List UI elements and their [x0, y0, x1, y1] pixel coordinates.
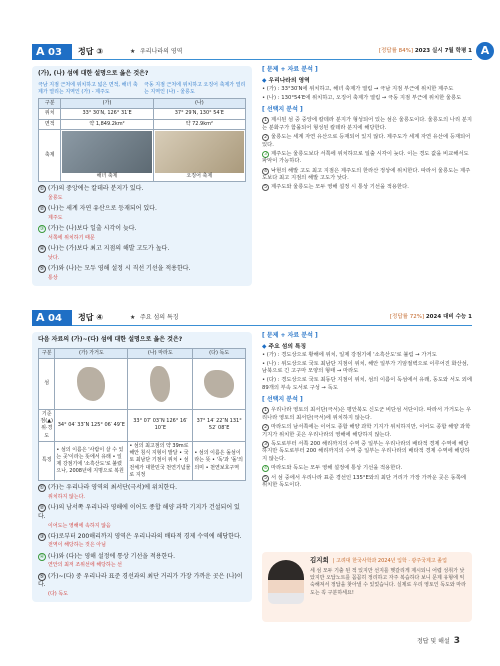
option-explain-5: 5 서 섬 중에서 우리나라 표준 경선인 135°E와의 최단 거리가 가장 가까운 곳은 동쪽에 위치한 독도이다.: [262, 474, 466, 489]
analysis-paragraph: • (가) : 33°30′N에 위치하고, 해녀 축제가 열림 → 극남 지점 부근에 위치한 제주도: [262, 86, 454, 93]
option-explain-1: 1 우리나라 영토의 최서단(극서)은 평안북도 신도군 비단섬 서단이다. 따라서 가거도는 우리나라 영토의 최서단(극서)에 위치하지 않는다.: [262, 407, 472, 421]
option-number: 1: [262, 407, 269, 414]
sub-title: ◆ 우리나라의 영역: [262, 77, 310, 84]
choice-2[interactable]: ② (나)는 세계 자연 유산으로 등재되어 있다.: [39, 205, 157, 213]
option-number: 4: [262, 465, 269, 472]
answer-badge: A 03: [32, 44, 72, 60]
annotation: 전역이 해당하는 것은 아님: [48, 542, 106, 549]
footer-label: 정답 및 해설: [416, 638, 450, 645]
annotation: 낮다.: [48, 254, 60, 261]
diamond-icon: ◆: [262, 343, 267, 350]
table-header: 구분: [39, 99, 61, 109]
table-cell: 면적: [39, 119, 61, 129]
option-explain-5: 5 제주도와 울릉도는 모두 영해 설정 시 통상 기선을 적용한다.: [262, 184, 472, 192]
explanation-column: [262, 332, 472, 491]
analysis-paragraph: • (다) : 경도상으로 국토 최동단 지점이 위치, 섬의 이름이 독섬에서 유래, 동도와 서도 외에 89개의 부속 도서로 구성 → 독도: [262, 377, 472, 391]
analysis-paragraph: • (나) : 130°54′E에 위치하고, 오징어 축제가 열림 → 극동 지점 부근에 위치한 울릉도: [262, 94, 462, 101]
rate-label: [정답률 72%] 2024 대비 수능 1: [389, 314, 472, 320]
table-cell: 섬: [39, 358, 55, 409]
option-number: 4: [262, 168, 269, 175]
table-cell: 약 1,849.2km²: [61, 119, 153, 129]
table-header: (다) 독도: [193, 348, 246, 358]
option-number: 2: [262, 134, 269, 141]
star-icon: ★: [130, 48, 136, 55]
annotation: 통상: [48, 274, 58, 281]
page-footer: [417, 635, 460, 648]
choice-4[interactable]: ④ (나)는 (가)보다 최고 지점의 해발 고도가 높다.: [39, 245, 170, 252]
table-cell: 34° 04′ 33″N 125° 06′ 49″E: [55, 409, 128, 441]
author-affiliation: | 고려대 한국사학과 2024년 입학 · 광주국제고 졸업: [332, 558, 447, 564]
diamond-icon: ◆: [262, 77, 267, 84]
annotation: (다) 독도: [48, 591, 68, 597]
table-cell: 약 72.9km²: [153, 119, 245, 129]
option-number: 5: [262, 475, 269, 482]
analysis-paragraph: • (나) : 위도상으로 국토 최남단 지점이 위치, 해안 일부가 기암절벽으로 이루어진 화산섬, 남북으로 긴 고구마 모양의 형태 → 마라도: [262, 360, 469, 375]
analysis-paragraph: • (가) : 경도상으로 황해에 위치, 일제 강점기에 '소흑산도'로 불림 → 가거도: [262, 352, 437, 359]
explanation-column: [262, 66, 472, 194]
choice-5[interactable]: ⑤ (가)와 (나)는 모두 영해 설정 시 직선 기선을 적용한다.: [39, 264, 191, 272]
table-cell: 37° 29′N, 130° 54′E: [153, 109, 245, 119]
map-cell: [55, 358, 128, 409]
annotation: 이어도는 영해에 속하지 않음: [48, 522, 111, 529]
table-cell: 33° 07′ 03″N 126° 16′ 10″E: [128, 409, 193, 441]
choice-3[interactable]: ③ (가)는 (나)보다 일출 시각이 늦다.: [39, 225, 137, 233]
island-map: [77, 367, 105, 401]
answer-header: [32, 310, 472, 326]
section-badge: A: [476, 42, 494, 60]
table-cell: 위치: [39, 109, 61, 119]
answer-title: 정답 ④: [78, 313, 104, 322]
annotation: 연안의 최저 조위선에 해당하는 선: [48, 562, 122, 569]
section-title: [ 선택지 분석 ]: [262, 396, 303, 404]
table-cell: • 섬의 이름은 '사람이 살 수 있는 곳'이라는 뜻에서 유래 • 일제 강점기에 '소흑산도'로 불렸으나, 2008년에 지명으로 복원: [55, 441, 128, 480]
island-table: [38, 98, 246, 182]
choice-1[interactable]: ① (가)는 우리나라 영역의 최서단(극서)에 위치한다.: [39, 484, 178, 492]
question-text: (가), (나) 섬에 대한 설명으로 옳은 것은?: [38, 70, 149, 77]
table-cell: 33° 30′N, 126° 31′E: [61, 109, 153, 119]
author-name: 김지희: [310, 556, 329, 564]
table-cell: 특징: [39, 441, 55, 480]
star-icon: ★: [130, 314, 136, 321]
option-number: 2: [262, 424, 269, 431]
question-block-1: [0, 44, 500, 289]
map-cell: [128, 358, 193, 409]
option-number: 3: [262, 441, 269, 448]
table-cell: 37° 14′ 22″N 131° 52′ 08″E: [193, 409, 246, 441]
section-title: [ 문제 + 자료 분석 ]: [262, 66, 318, 73]
option-explain-2: 2 울릉도는 세계 자연 유산으로 등재되어 있지 않다. 제주도가 세계 자연 유산에 등재되어 있다.: [262, 133, 471, 148]
choice-1[interactable]: ① (가)의 중앙에는 칼데라 분지가 있다.: [39, 185, 144, 193]
festival-photo-left: [61, 129, 153, 181]
option-explain-4: 4 낙현의 해발 고도 최고 지점은 제주도의 한라산 정상에 위치한다. 따라서 울릉도는 제주도보다 최고 지점의 해발 고도가 낮다.: [262, 167, 471, 182]
answer-header: [32, 44, 490, 60]
option-number: 1: [262, 117, 269, 124]
page-number: 3: [453, 636, 460, 646]
note-right: 극동 지점 근처에 위치하고 오징어 축제가 열리는 지역인 (나) - 울릉도: [144, 81, 246, 95]
option-explain-4: 4 마라도와 독도는 모두 영해 설정에 통상 기선을 적용한다.: [262, 465, 472, 473]
table-header: (가): [61, 99, 153, 109]
option-number: 5: [262, 184, 269, 191]
choice-4[interactable]: ④ (나)와 (다)는 영해 설정에 통상 기선을 적용한다.: [39, 552, 176, 560]
author-tip-box: [262, 552, 472, 622]
annotation: 위치하지 않는다.: [48, 493, 85, 500]
option-number: 3: [262, 151, 269, 158]
photo-placeholder: [62, 131, 151, 173]
choice-5[interactable]: ⑤ (가)~(다) 중 우리나라 표준 경선과의 최단 거리가 가장 가까운 곳은 (나)이다.: [38, 572, 243, 589]
author-comment: 세 섬 모두 기출 된 적 있지만 선지를 헷갈리게 제시되니 어렵 성취가 낮았지만 오답노트를 꼼꼼히 정리하고 자주 복습하다 보니 문제 유형에 익숙해져서 정답을 찾아낼 수 있었습니다. 실제로 우리 영토인 독도와 마라도는 꼭 구분하세요!: [310, 567, 466, 596]
sub-title: ◆ 주요 섬의 특징: [262, 343, 307, 350]
rate-label: [정답률 84%] 2023 실시 7월 학평 1: [378, 48, 472, 54]
avatar: [268, 560, 304, 604]
question-text: 다음 자료의 (가)~(다) 섬에 대한 설명으로 옳은 것은?: [38, 336, 183, 343]
island-map: [150, 366, 170, 402]
photo-caption: 오징어 축제: [186, 172, 213, 179]
question-panel: [32, 332, 252, 602]
note-left: 극남 지점 근처에 위치하고 넓은 면적, 해녀 축제가 열리는 지역인 (가) - 제주도: [38, 81, 138, 95]
section-title: [ 선택지 분석 ]: [262, 106, 303, 114]
table-header: (나): [153, 99, 245, 109]
table-header: (나) 마라도: [128, 348, 193, 358]
answer-title: 정답 ③: [78, 47, 104, 56]
answer-badge: A 04: [32, 310, 72, 326]
annotation: 서쪽에 위치하기 때문: [48, 234, 95, 241]
map-cell: [193, 358, 246, 409]
choice-3[interactable]: ③ (다)로부터 200해리까지 영역은 우리나라의 배타적 경제 수역에 해당한다.: [39, 532, 242, 540]
table-cell: 축제: [39, 129, 61, 181]
table-header: (가) 가거도: [55, 348, 128, 358]
topic-label: 주요 섬의 특징: [140, 314, 179, 321]
question-panel: [32, 66, 252, 286]
option-explain-3: 3 독도로부터 서쪽 200 해리까지의 수역 중 일부는 우리나라의 배타적 경제 수역에 해당하지만 독도로부터 200 해리까지의 수역 중 일부는 우리나라의 배타적 경제 수역에 해당하지 않는다.: [262, 440, 470, 463]
question-block-2: [0, 310, 500, 630]
table-cell: • 섬의 최고점의 약 39m로 해안 침식 지형이 발달 • 국토 최남단 기점이 위치 • 섬 전체가 대한민국 천연기념물로 지정: [128, 441, 193, 480]
option-explain-1: 1 제시된 섬 중 중앙에 칼데라 분지가 형성되어 있는 섬은 울릉도이다. 울릉도의 나리 분지는 분화구가 함몰되어 형성된 칼데라 분지에 해당한다.: [262, 117, 472, 131]
table-cell: • 섬의 이름은 돌섬이라는 뜻 • '독'과 '돌'의 의미 • 천연보호구역: [193, 441, 246, 480]
festival-photo-right: [153, 129, 245, 181]
option-explain-3: 3 제주도는 울릉도보다 서쪽에 위치하므로 일출 시각이 늦다. 이는 경도 값을 비교해서도 파악이 가능하다.: [262, 150, 469, 165]
table-header: 구분: [39, 348, 55, 358]
photo-caption: 해녀 축제: [96, 172, 118, 179]
island-table: [38, 348, 246, 482]
table-cell: 기준점(▲) 위·경도: [39, 409, 55, 441]
section-title: [ 문제 + 자료 분석 ]: [262, 332, 318, 339]
annotation: 제주도: [48, 214, 63, 221]
option-explain-2: 2 마라도의 남서쪽에는 이어도 종합 해양 과학 기지가 위치하지만, 이어도 종합 해양 과학 기지가 위치한 곳은 우리나라의 영해에 해당하지 않는다.: [262, 423, 471, 438]
annotation: 울릉도: [48, 194, 63, 201]
topic-label: 우리나라의 영역: [140, 48, 183, 55]
photo-placeholder: [155, 131, 244, 173]
island-map: [204, 370, 234, 398]
choice-2[interactable]: ② (나)의 남서쪽 우리나라 영해에 이어도 종합 해양 과학 기지가 건설되어 있다.: [38, 504, 240, 520]
